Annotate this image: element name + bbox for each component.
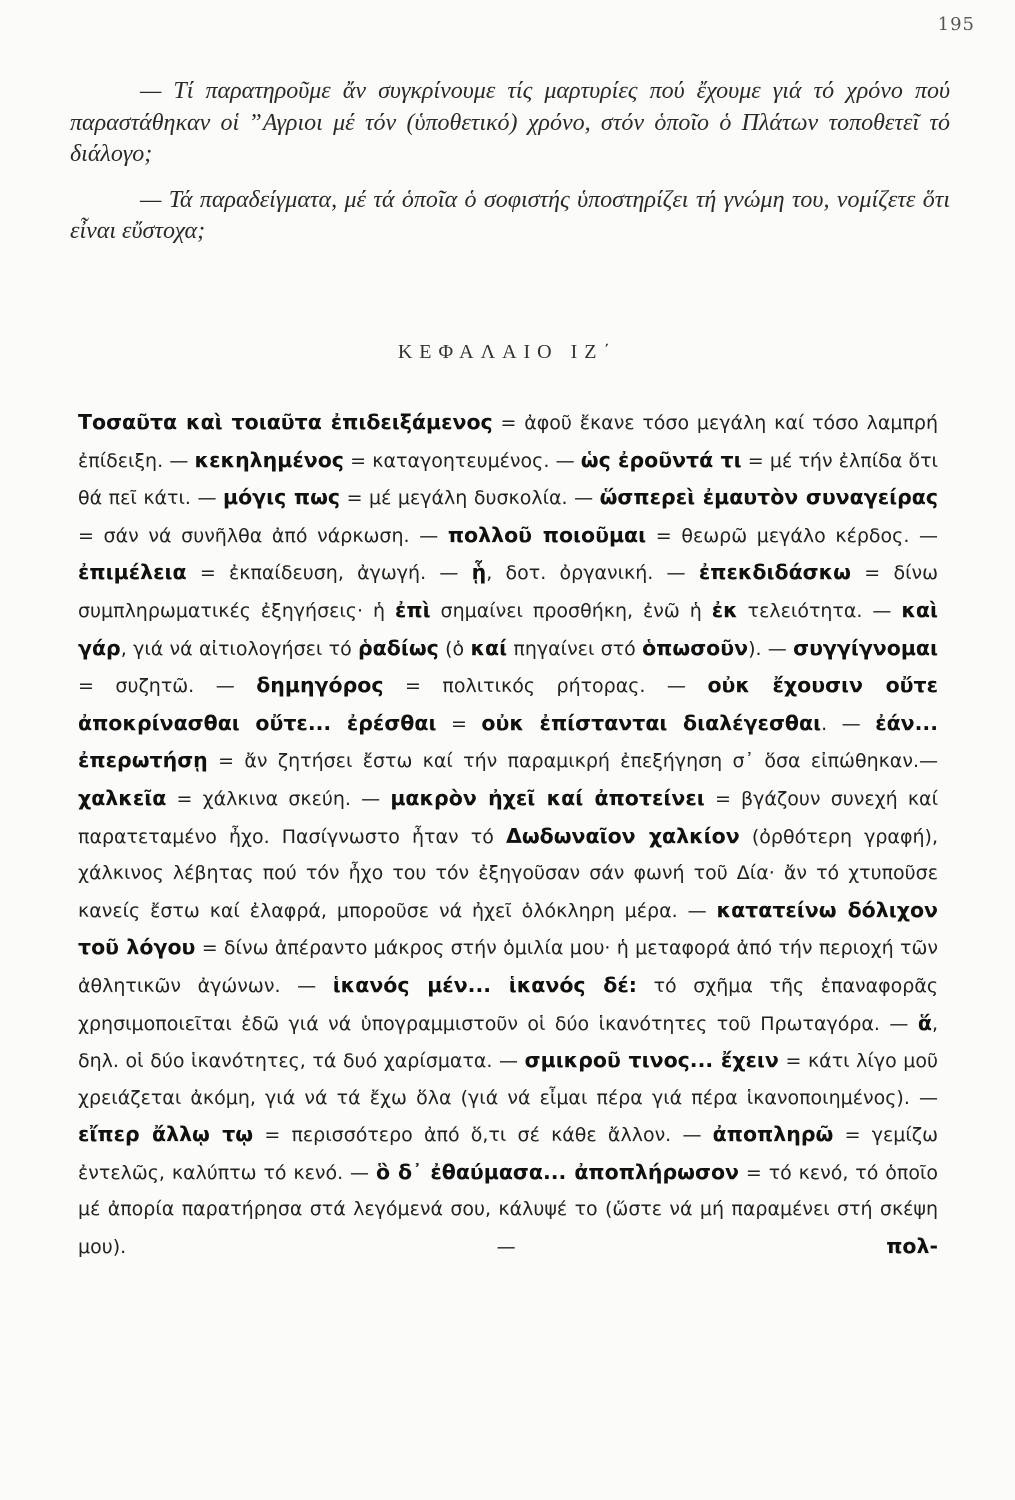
glossary-definition: = κάτι λίγο μοῦ χρειάζεται ἀκόμη, γιά νά τά ἔχω ὅλα (γιά νά εἶμαι πέρα γιά πέρα ἱκανοποιημένος). — xyxy=(78,1050,938,1109)
glossary-term: σμικροῦ τινος... ἔχειν xyxy=(524,1048,779,1073)
glossary-term: πολ- xyxy=(886,1234,938,1259)
question-paragraph: — Τί παρατηροῦμε ἄν συγκρίνουμε τίς μαρτυρίες πού ἔχουμε γιά τό χρόνο πού παραστάθηκαν οἱ ˮΑγριοι μέ τόν (ὑποθετικό) χρόνο, στόν ὁποῖο ὁ Πλάτων τοποθετεῖ τό διάλογο; xyxy=(70,78,950,167)
glossary-definition: = ἀφοῦ ἔκανε τόσο μεγάλη καί τόσο λαμπρή ἐπίδειξη. — xyxy=(78,412,938,472)
glossary-term: ἅ xyxy=(917,1010,932,1035)
glossary-definition: τελειότητα. — xyxy=(737,599,902,622)
glossary-definition: = καταγοητευμένος. — xyxy=(343,449,581,472)
chapter-heading: ΚΕΦΑΛΑΙΟ ΙΖ΄ xyxy=(397,341,618,363)
glossary-term: ἐπὶ xyxy=(394,597,431,622)
glossary-term: ἐπιμέλεια xyxy=(78,560,187,585)
glossary-term: οὐκ ἔχουσιν οὔτε ἀποκρίνασθαι οὔτε... ἐρέσθαι xyxy=(78,673,939,735)
glossary-term: κατατείνω δόλιχον τοῦ λόγου xyxy=(78,897,938,960)
glossary-term: συγγίγνομαι xyxy=(793,635,939,660)
glossary-term: ἀποπληρῶ xyxy=(712,1122,834,1147)
glossary-definition: = μέ μεγάλη δυσκολία. — xyxy=(340,487,600,510)
glossary-definition: = συζητῶ. — xyxy=(78,675,257,698)
glossary-definition: = γεμίζω ἐντελῶς, καλύπτω τό κενό. — xyxy=(78,1124,938,1184)
glossary-definition: σημαίνει προσθήκη, ἐνῶ ἡ xyxy=(430,599,712,622)
glossary-term: μακρὸν ἠχεῖ καί ἀποτείνει xyxy=(390,785,705,810)
glossary-definition: , γιά νά αἰτιολογήσει τό xyxy=(120,637,358,660)
glossary-definition: = χάλκινα σκεύη. — xyxy=(166,787,391,810)
glossary-term: ἐκ xyxy=(711,597,738,622)
glossary-definition: = σάν νά συνῆλθα ἀπό νάρκωση. — xyxy=(78,524,448,547)
glossary-term: ὁπωσοῦν xyxy=(642,635,749,660)
glossary-definition: (ὁ xyxy=(438,637,471,660)
question-paragraph: — Τά παραδείγματα, μέ τά ὁποῖα ὁ σοφιστής ὑποστηρίζει τή γνώμη του, νομίζετε ὅτι εἶναι εὔστοχα; xyxy=(70,186,950,244)
glossary-definition: = δίνω συμπληρωματικές ἐξηγήσεις· ἡ xyxy=(78,562,939,622)
glossary-definition: = πολιτικός ρήτορας. — xyxy=(383,675,708,698)
glossary-term: ὡς ἐροῦντά τι xyxy=(580,447,742,472)
glossary-term: κεκηλημένος xyxy=(194,447,344,472)
glossary-term: Δωδωναῖον χαλκίον xyxy=(505,823,740,848)
glossary-definition: = δίνω ἀπέραντο μάκρος στήν ὁμιλία μου· ἡ μεταφορά ἀπό τήν περιοχή τῶν ἀθλητικῶν ἀγώνων. — xyxy=(78,937,938,997)
glossary-term: ᾗ xyxy=(471,560,487,585)
glossary-definition: = μέ τήν ἐλπίδα ὅτι θά πεῖ κάτι. — xyxy=(78,449,938,510)
glossary-term: ἐπεκδιδάσκω xyxy=(698,560,852,585)
glossary-definition: = ἐκπαίδευση, ἀγωγή. — xyxy=(186,562,472,585)
glossary-term: μόγις πως xyxy=(223,485,341,510)
glossary-definition: πηγαίνει στό xyxy=(507,637,643,660)
glossary-term: οὐκ ἐπίστανται διαλέγεσθαι xyxy=(481,710,822,735)
glossary-term: πολλοῦ ποιοῦμαι xyxy=(447,522,647,547)
glossary-term: χαλκεῖα xyxy=(78,785,167,810)
glossary-term: Τοσαῦτα καὶ τοιαῦτα ἐπιδειξάμενος xyxy=(78,410,493,434)
glossary-definition: = θεωρῶ μεγάλο κέρδος. — xyxy=(646,524,939,547)
commentary-text xyxy=(78,404,938,1266)
glossary-term: δημηγόρος xyxy=(256,673,384,698)
glossary-definition: = περισσότερο ἀπό ὅ,τι σέ κάθε ἄλλον. — xyxy=(253,1124,713,1147)
glossary-term: καί xyxy=(470,635,508,660)
page-number: 195 xyxy=(937,14,975,35)
glossary-definition: τό σχῆμα τῆς ἐπαναφορᾶς χρησιμοποιεῖται ἐδῶ γιά νά ὑπογραμμιστοῦν οἱ δύο ἱκανότητες τοῦ Πρωταγόρα. — xyxy=(78,974,938,1035)
glossary-definition: = ἄν ζητήσει ἔστω καί τήν παραμικρή ἐπεξήγηση σ᾿ ὅσα εἰπώθηκαν.— xyxy=(207,750,938,773)
study-questions xyxy=(70,76,950,248)
glossary-definition: = βγάζουν συνεχή καί παρατεταμένο ἦχο. Πασίγνωστο ἦταν τό xyxy=(78,787,938,848)
glossary-term: ἱκανός μέν... ἱκανός δέ: xyxy=(332,972,637,997)
glossary-definition: , δοτ. ὀργανική. — xyxy=(486,562,699,585)
glossary-definition: = xyxy=(436,712,482,735)
glossary-term: ἐάν... ἐπερωτήσῃ xyxy=(78,710,939,773)
glossary-definition: . — xyxy=(821,712,876,735)
glossary-term: ῥαδίως xyxy=(358,635,439,660)
glossary-definition: (ὀρθότερη γραφή), χάλκινος λέβητας πού τόν ἦχο του τόν ἐξηγοῦσαν σάν φωνή τοῦ Δία· ἄν τό χτυποῦσε κανείς ἔστω καί ἐλαφρά, μποροῦσε νά ἠχεῖ ὁλόκληρη μέρα. — xyxy=(78,825,938,922)
glossary-term: καὶ γάρ xyxy=(78,597,938,660)
glossary-term: εἴπερ ἄλλῳ τῳ xyxy=(78,1122,254,1147)
glossary-term: ὥσπερεὶ ἐμαυτὸν συναγείρας xyxy=(599,485,939,510)
glossary-definition: , δηλ. οἱ δύο ἱκανότητες, τά δυό χαρίσματα. — xyxy=(78,1012,938,1073)
glossary-term: ὃ δ᾿ ἐθαύμασα... ἀποπλήρωσον xyxy=(375,1159,740,1184)
glossary-definition: ). — xyxy=(748,637,794,660)
glossary-definition: = τό κενό, τό ὁποῖο μέ ἀπορία παρατήρησα στά λεγόμενά σου, κάλυψέ το (ὥστε νά μή παραμένει στή σκέψη μου). — xyxy=(78,1161,938,1259)
